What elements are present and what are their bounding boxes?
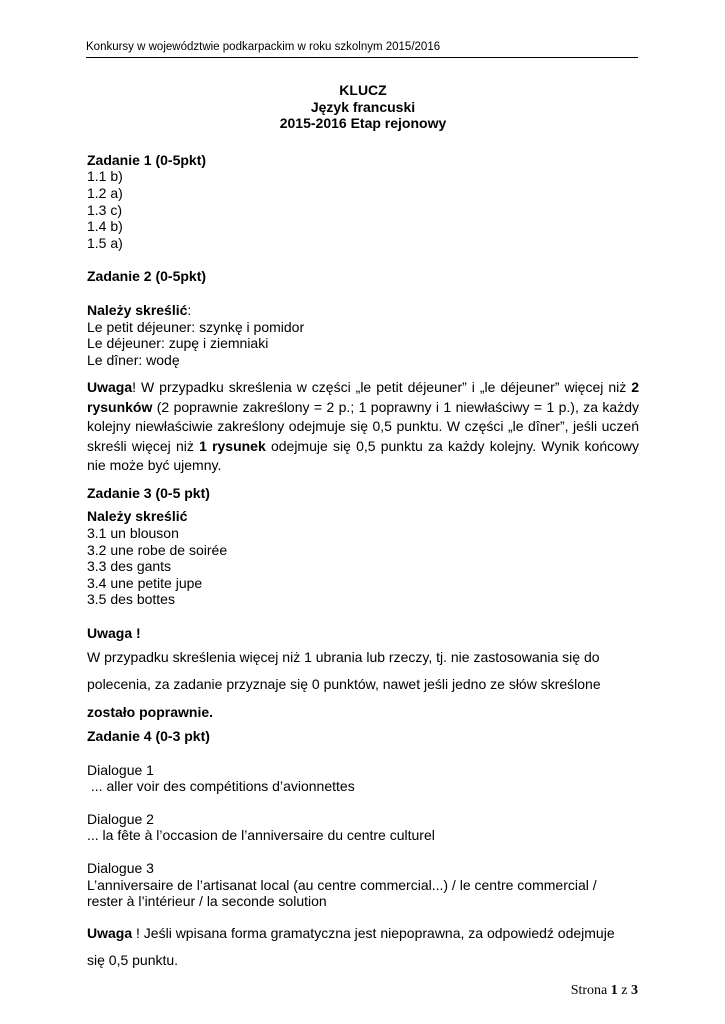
task2-instruction (87, 302, 639, 319)
task3-note-line: W przypadku skreślenia więcej niż 1 ubrania lub rzeczy, tj. nie zastosowania się do (87, 648, 600, 665)
task2-note-text: odejmuje się 0,5 punktu za każdy kolejny. Wynik końcowy nie może być ujemny. (87, 437, 640, 474)
task2-note-emphasis: 1 rysunek (199, 437, 266, 454)
task1-answer: 1.2 a) (87, 184, 123, 201)
task2-instruction-colon: : (187, 301, 192, 318)
title-subject: Język francuski (310, 98, 416, 115)
task4-note-label: Uwaga (87, 924, 133, 941)
task2-line: Le petit déjeuner: szynkę i pomidor (87, 318, 305, 335)
dialogue3-answer-line: L’anniversaire de l’artisanat local (au centre commercial...) / le centre commercial / (87, 876, 597, 893)
dialogue3-answer-line: rester à l’intérieur / la seconde solution (87, 893, 327, 910)
task2-note-label: Uwaga (87, 379, 133, 396)
page-number-separator: z (617, 983, 631, 998)
task3-answer: 3.3 des gants (87, 558, 172, 575)
task4-note-line: się 0,5 punktu. (87, 952, 179, 969)
task3-note (87, 644, 639, 727)
task3-note-line: zostało poprawnie. (87, 703, 214, 720)
task3-note-line: polecenia, za zadanie przyznaje się 0 punktów, nawet jeśli jedno ze słów skreślone (87, 676, 601, 693)
task3-note-label: Uwaga ! (87, 624, 141, 641)
task3-answer: 3.5 des bottes (87, 591, 175, 608)
task4-heading: Zadanie 4 (0-3 pkt) (87, 728, 210, 745)
task1-answer: 1.3 c) (87, 201, 123, 218)
task4-note (87, 920, 639, 975)
task4-note-line (87, 920, 639, 948)
task2-note-text: ! W przypadku skreślenia w części „le petit déjeuner” i „le déjeuner” więcej niż (132, 379, 632, 396)
current-page: 1 (610, 983, 618, 998)
task2-heading: Zadanie 2 (0-5pkt) (87, 268, 207, 285)
task2-note-text: (2 poprawnie zakreślony = 2 p.; 1 poprawny i 1 niewłaściwy = 1 p.), za każdy kolejny niewłaściwie zakreślony odejmuje się 0,5 punktu. W części „le dîner”, jeśli uczeń skreśli więcej niż (87, 398, 639, 454)
task2-note (87, 378, 639, 476)
title-klucz: KLUCZ (339, 82, 387, 98)
answer-key-content (87, 82, 639, 975)
task3-answer: 3.4 une petite jupe (87, 574, 203, 591)
task3-heading: Zadanie 3 (0-5 pkt) (87, 484, 210, 501)
task1-answers (87, 168, 639, 251)
running-header: Konkursy w województwie podkarpackim w roku szkolnym 2015/2016 (86, 41, 638, 58)
task2-instruction-label: Należy skreślić (87, 301, 188, 318)
total-pages: 3 (631, 983, 638, 998)
task3-answer: 3.2 une robe de soirée (87, 541, 228, 558)
task2-line: Le déjeuner: zupę i ziemniaki (87, 335, 269, 352)
dialogue1-answer: ... aller voir des compétitions d’avionnettes (87, 778, 355, 795)
task2-line: Le dîner: wodę (87, 351, 180, 368)
task1-answer: 1.4 b) (87, 218, 123, 235)
page-number (571, 983, 638, 999)
task3-instruction: Należy skreślić (87, 508, 188, 525)
task3-answer: 3.1 un blouson (87, 525, 179, 541)
task1-heading: Zadanie 1 (0-5pkt) (87, 151, 207, 168)
task1-answer: 1.5 a) (87, 234, 123, 251)
dialogue3-title: Dialogue 3 (87, 860, 154, 877)
task2-note-emphasis: 2 rysunków (87, 379, 639, 415)
task4-note-text: ! Jeśli wpisana forma gramatyczna jest niepoprawna, za odpowiedź odejmuje (132, 924, 615, 941)
page-number-prefix: Strona (570, 983, 611, 998)
task1-answer: 1.1 b) (87, 168, 123, 185)
document-title (87, 82, 639, 132)
dialogue1-title: Dialogue 1 (87, 761, 154, 778)
dialogue2-answer: ... la fête à l’occasion de l’anniversaire du centre culturel (87, 827, 435, 844)
dialogue2-title: Dialogue 2 (87, 810, 154, 827)
title-stage: 2015-2016 Etap rejonowy (279, 115, 447, 132)
